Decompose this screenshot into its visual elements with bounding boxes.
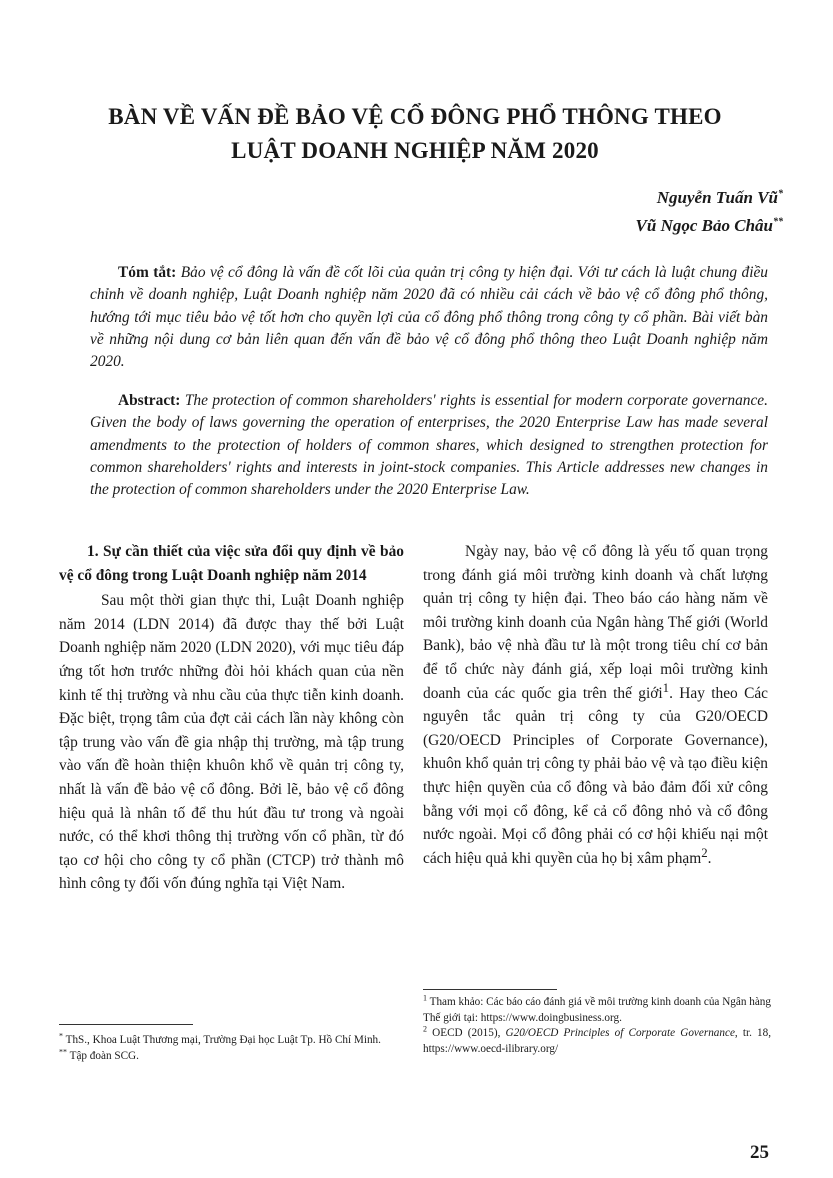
footnote-divider-left: [59, 1024, 193, 1025]
english-abstract: [90, 390, 768, 501]
abstract-text: The protection of common shareholders' rights is essential for modern corporate governance. Given the body of laws governing the operation of enterprises, the 2020 Enterprise Law has made several amendments to the protection of holders of common shares, which designed to strengthen protection for common shareholders' rights and interests in joint-stock companies. This Article addresses new changes in the protection of common shareholders under the 2020 Enterprise Law.: [90, 392, 768, 499]
title-line-1: BÀN VỀ VẤN ĐỀ BẢO VỆ CỔ ĐÔNG PHỔ THÔNG THEO: [108, 104, 722, 129]
abstract-label: Abstract:: [118, 392, 181, 409]
footnote-text-pre: OECD (2015),: [432, 1027, 506, 1039]
footnote-text-post: , tr. 18, https://www.oecd-ilibrary.org/: [423, 1027, 772, 1055]
footnote-2: [423, 1026, 771, 1057]
author-1-name: Nguyễn Tuấn Vũ: [656, 188, 778, 207]
paragraph-2-part-b: . Hay theo Các nguyên tắc quản trị công ty của G20/OECD (G20/OECD Principles of Corporate Governance), khuôn khổ quản trị công ty phải bảo vệ và tạo điều kiện thực hiện quyền của cổ đông và bảo đảm đối xử công bằng với mọi cổ đông, kể cả cổ đông nhỏ và cổ đông nước ngoài. Mọi cổ đông phải có cơ hội khiếu nại một cách hiệu quả khi quyền của họ bị xâm phạm: [423, 684, 768, 867]
footnote-divider-right: [423, 989, 557, 990]
author-1-mark: *: [778, 188, 783, 200]
right-column: [423, 540, 768, 870]
author-1: [636, 184, 783, 212]
footnote-author-2: [59, 1046, 404, 1065]
author-2-mark: **: [773, 216, 783, 228]
footnote-text: Tập đoàn SCG.: [69, 1049, 139, 1062]
footnote-mark: *: [59, 1031, 63, 1041]
footnote-1: [423, 995, 771, 1026]
title-line-2: LUẬT DOANH NGHIỆP NĂM 2020: [231, 138, 599, 163]
page-number: 25: [750, 1142, 769, 1163]
summary-label: Tóm tắt:: [118, 264, 177, 281]
footnote-ref-1[interactable]: 1: [662, 680, 670, 695]
summary-text: Bảo vệ cổ đông là vấn đề cốt lõi của quản trị công ty hiện đại. Với tư cách là luật chung điều chỉnh về doanh nghiệp, Luật Doanh nghiệp năm 2020 đã có nhiều cải cách về bảo vệ cổ đông phổ thông, hướng tới mục tiêu bảo vệ tốt hơn cho quyền lợi của cổ đông phổ thông trong công ty cổ phần. Bài viết bàn về những nội dung cơ bản liên quan đến vấn đề bảo vệ cổ đông phổ thông theo Luật Doanh nghiệp năm 2020.: [90, 264, 768, 371]
author-list: [636, 184, 783, 240]
author-2-name: Vũ Ngọc Bảo Châu: [635, 216, 773, 235]
paragraph-1: Sau một thời gian thực thi, Luật Doanh nghiệp năm 2014 (LDN 2014) đã được thay thế bởi Luật Doanh nghiệp năm 2020 (LDN 2020), với mục tiêu đáp ứng tốt hơn trước những đòi hỏi khách quan của nền kinh tế thị trường và nhu cầu của thực tiễn kinh doanh. Đặc biệt, trọng tâm của đợt cải cách lần này không còn tập trung vào vấn đề gia nhập thị trường, mà tập trung vào vấn đề hoàn thiện khuôn khổ về quản trị công ty, nhất là vấn đề bảo vệ cổ đông. Bởi lẽ, bảo vệ cổ đông hiệu quả là nhân tố để thu hút đầu tư trong và ngoài nước, có thể khơi thông thị trường vốn cổ phần, từ đó tạo cơ hội cho công ty cổ phần (CTCP) trở thành mô hình công ty đối vốn đúng nghĩa tại Việt Nam.: [59, 592, 404, 893]
footnote-mark: **: [59, 1046, 67, 1056]
footnote-author-1: [59, 1033, 404, 1049]
article-title: [60, 100, 770, 168]
footnote-mark: 2: [423, 1024, 427, 1034]
footnote-text-italic: G20/OECD Principles of Corporate Governance: [505, 1027, 735, 1039]
footnote-text: ThS., Khoa Luật Thương mại, Trường Đại học Luật Tp. Hồ Chí Minh.: [65, 1034, 381, 1046]
footnote-mark: 1: [423, 993, 427, 1003]
footnote-text: Tham khảo: Các báo cáo đánh giá về môi trường kinh doanh của Ngân hàng Thế giới tại: https://www.doingbusiness.org.: [423, 996, 771, 1024]
footnote-ref-2[interactable]: 2: [701, 845, 708, 860]
author-2: [636, 212, 783, 240]
left-column: [59, 540, 404, 896]
vietnamese-summary: [90, 262, 768, 373]
paragraph-2-part-c: .: [707, 849, 712, 867]
footnotes-left: [59, 1033, 404, 1064]
section-heading: 1. Sự cần thiết của việc sửa đổi quy định về bảo vệ cổ đông trong Luật Doanh nghiệp năm 2014: [59, 543, 404, 584]
paragraph-2: [423, 540, 768, 870]
paragraph-2-part-a: Ngày nay, bảo vệ cổ đông là yếu tố quan trọng trong đánh giá môi trường kinh doanh và chất lượng quản trị công ty hiện đại. Theo báo cáo hàng năm về môi trường kinh doanh của Ngân hàng Thế giới (World Bank), bảo vệ nhà đầu tư là một trong tiêu chí cơ bản để tổ chức này đánh giá, xếp loại môi trường kinh doanh của các quốc gia trên thế giới: [423, 543, 768, 702]
footnotes-right: [423, 995, 771, 1057]
